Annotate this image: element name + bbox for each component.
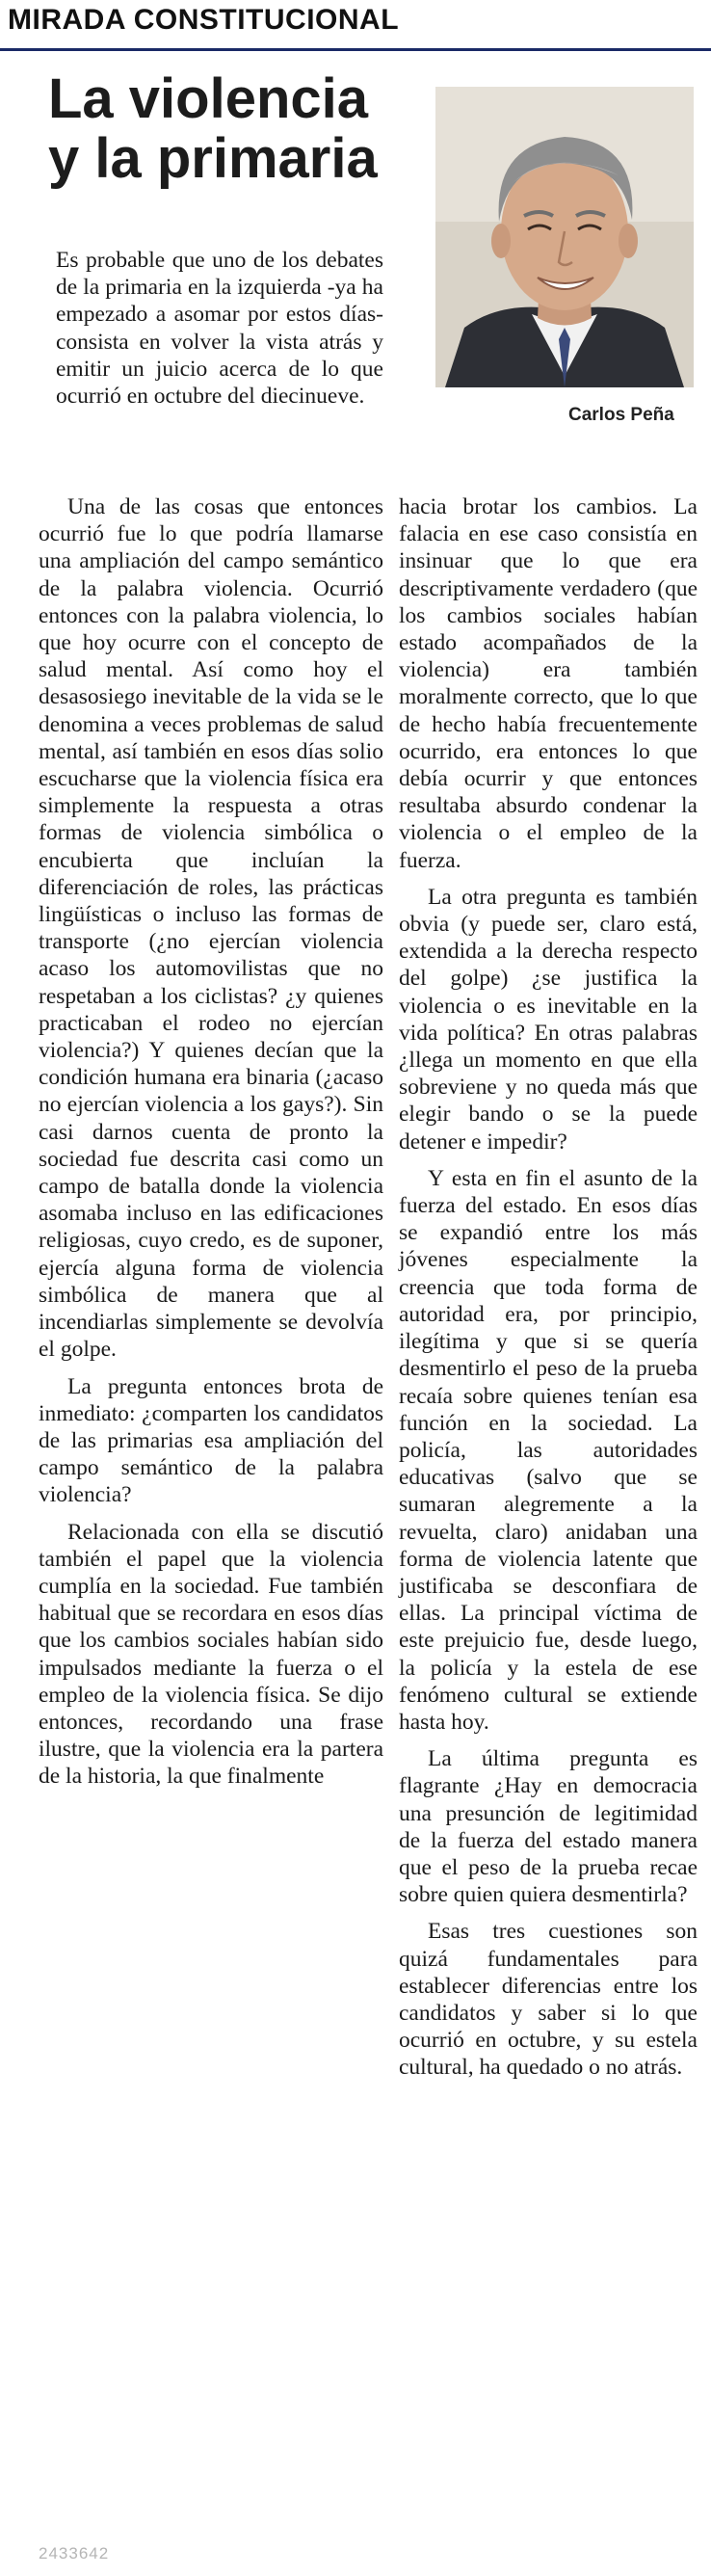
intro-paragraph: Es probable que uno de los debates de la primaria en la izquierda -ya ha empezado a asomar por estos días- consista en volver la vista atrás y emitir un juicio acerca de lo que ocurrió en octubre del diecinueve. xyxy=(56,248,383,410)
intro-column xyxy=(56,247,383,419)
paragraph: Una de las cosas que entonces ocurrió fue lo que podría llamarse una ampliación del campo semántico de la palabra violencia. Ocurrió entonces con la palabra violencia, lo que hoy ocurre con el concepto de salud mental. Así como hoy el desasosiego inevitable de la vida se le denomina a veces problemas de salud mental, así también en esos días solio escucharse que la violencia física era simplemente la respuesta a otras formas de violencia simbólica o encubierta que incluían la diferenciación de roles, las prácticas lingüísticas o incluso las formas de transporte (¿no ejercían violencia acaso los automovilistas que no respetaban a los ciclistas? ¿y quienes practicaban el rodeo no ejercían violencia?) Y quienes decían que la condición humana era binaria (¿acaso no ejercían violencia a los gays?). Sin casi darnos cuenta de pronto la sociedad fue descrita casi como un campo de batalla donde la violencia asomaba incluso en las edificaciones religiosas, cuyo credo, es de suponer, ejercía alguna forma de violencia simbólica de manera que al incendiarlas simplemente se devolvía el golpe. xyxy=(39,494,383,1363)
right-column xyxy=(399,493,698,2091)
paragraph: La pregunta entonces brota de inmediato: ¿comparten los candidatos de las primarias esa ampliación del campo semántico de la palabra violencia? xyxy=(39,1373,383,1508)
clipping-id-watermark: 2433642 xyxy=(39,2544,110,2563)
paragraph: Y esta en fin el asunto de la fuerza del estado. En esos días se expandió entre los más jóvenes especialmente la creencia que toda forma de autoridad era, por principio, ilegítima y que si se quería desmentirlo el peso de la prueba recaía sobre quienes tenían esa función en la sociedad. La policía, las autoridades educativas (salvo que se sumaran alegremente a la revuelta, claro) anidaban una forma de violencia latente que justificaba se desconfiara de ellas. La principal víctima de este prejuicio fue, desde luego, la policía y la estela de ese fenómeno cultural se extiende hasta hoy. xyxy=(399,1165,698,1735)
section-label: MIRADA CONSTITUCIONAL xyxy=(8,4,400,36)
headline-line-2: y la primaria xyxy=(48,127,378,190)
paragraph: La última pregunta es flagrante ¿Hay en democracia una presunción de legitimidad de la fuerza del estado manera que el peso de la prueba recae sobre quien quiera desmentirla? xyxy=(399,1746,698,1908)
paragraph: hacia brotar los cambios. La falacia en ese caso consistía en insinuar que lo que era descriptivamente verdadero (que los cambios sociales habían estado acompañados de la violencia) era también moralmente correcto, que lo que de hecho había frecuentemente ocurrido, era entonces lo que debía ocurrir y que entonces resultaba absurdo condenar la violencia o el empleo de la fuerza. xyxy=(399,494,698,873)
author-byline: Carlos Peña xyxy=(568,405,674,425)
headline xyxy=(48,69,414,189)
left-column xyxy=(39,493,383,1800)
headline-line-1: La violencia xyxy=(48,67,369,130)
paragraph: La otra pregunta es también obvia (y puede ser, claro está, extendida a la derecha respecto del golpe) ¿se justifica la violencia o es inevitable en la vida política? En otras palabras ¿llega un momento en que ella sobreviene y no queda más que elegir bando o se la puede detener e impedir? xyxy=(399,884,698,1155)
author-portrait-illustration xyxy=(435,87,694,387)
section-divider xyxy=(0,48,711,51)
author-photo xyxy=(435,87,694,387)
paragraph: Esas tres cuestiones son quizá fundamentales para establecer diferencias entre los candidatos y saber si lo que ocurrió en octubre, y su estela cultural, ha quedado o no atrás. xyxy=(399,1919,698,2081)
paragraph: Relacionada con ella se discutió también el papel que la violencia cumplía en la sociedad. Fue también habitual que se recordara en esos días que los cambios sociales habían sido impulsados mediante la fuerza o el empleo de la violencia física. Se dijo entonces, recordando una frase ilustre, que la violencia era la partera de la historia, la que finalmente xyxy=(39,1519,383,1790)
